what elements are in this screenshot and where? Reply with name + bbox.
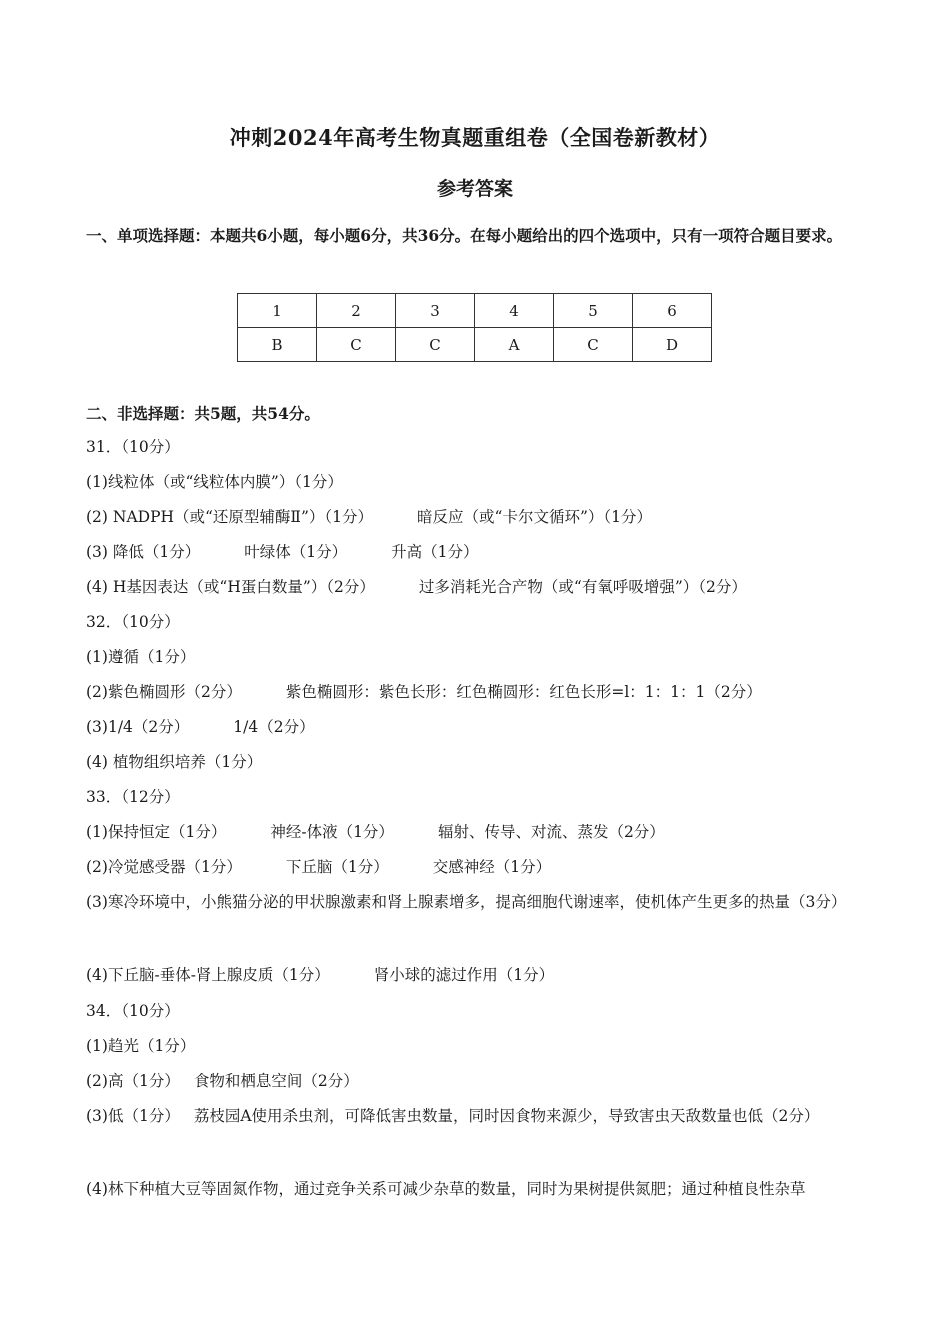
table-cell-number: 3 [396,294,475,328]
q31-answer-3c: 升高（1分） [391,543,479,561]
q32-answer-3b: 1/4（2分） [233,718,315,736]
q31-answer-3 [86,542,876,562]
q34-answer-1: (1)趋光（1分） [86,1037,196,1055]
page-subtitle: 参考答案 [436,178,513,200]
q33-heading: 33．（12分） [86,788,180,806]
table-cell-number: 1 [238,294,317,328]
q32-answer-4: (4) 植物组织培养（1分） [86,753,263,771]
q31-answer-4a: (4) H基因表达（或“H蛋白数量”）（2分） [86,578,375,596]
answer-table [237,293,712,362]
q32-answer-3 [86,717,876,737]
q33-answer-2a: (2)冷觉感受器（1分） [86,858,242,876]
q32-answer-2a: (2)紫色椭圆形（2分） [86,683,242,701]
table-cell-answer: D [633,328,712,362]
q34-answer-2b: 食物和栖息空间（2分） [193,1072,359,1090]
q33-answer-1b: 神经-体液（1分） [270,823,394,841]
q31-answer-2b: 暗反应（或“卡尔文循环”）（1分） [417,508,652,526]
q33-answer-2b: 下丘脑（1分） [285,858,389,876]
q31-answer-4b: 过多消耗光合产物（或“有氧呼吸增强”）（2分） [418,578,747,596]
q34-heading: 34．（10分） [86,1002,180,1020]
q31-answer-4 [86,577,876,597]
table-cell-answer: C [554,328,633,362]
q32-answer-2 [86,682,876,702]
q31-answer-1: (1)线粒体（或“线粒体内膜”）（1分） [86,473,343,491]
section2-heading: 二、非选择题：共5题，共54分。 [86,404,320,423]
q31-answer-2a: (2) NADPH（或“还原型辅酶Ⅱ”）（1分） [86,508,374,526]
q33-answer-4b: 肾小球的滤过作用（1分） [373,966,555,984]
q34-answer-3b: 荔枝园A使用杀虫剂，可降低害虫数量，同时因食物来源少，导致害虫天敌数量也低（2分） [193,1107,820,1125]
q33-answer-1c: 辐射、传导、对流、蒸发（2分） [437,823,665,841]
table-cell-number: 5 [554,294,633,328]
q33-answer-3: (3)寒冷环境中，小熊猫分泌的甲状腺激素和肾上腺素增多，提高细胞代谢速率，使机体产生更多的热量（3分） [86,893,847,911]
q33-answer-4a: (4)下丘脑-垂体-肾上腺皮质（1分） [86,966,330,984]
q34-answer-3 [86,1097,876,1135]
section1-heading: 一、单项选择题：本题共6小题，每小题6分，共36分。在每小题给出的四个选项中，只有一项符合题目要求。 [86,226,843,245]
q34-answer-2a: (2)高（1分） [86,1072,180,1090]
table-cell-answer: A [475,328,554,362]
table-cell-number: 6 [633,294,712,328]
q32-answer-1: (1)遵循（1分） [86,648,196,666]
q33-answer-2 [86,857,876,877]
table-cell-answer: B [238,328,317,362]
q31-answer-3b: 叶绿体（1分） [244,543,348,561]
q31-answer-3a: (3) 降低（1分） [86,543,201,561]
q32-answer-2b: 紫色椭圆形：紫色长形：红色椭圆形：红色长形=l：1：1：1（2分） [285,683,762,701]
table-cell-answer: C [317,328,396,362]
table-cell-number: 2 [317,294,396,328]
q32-answer-3a: (3)1/4（2分） [86,718,190,736]
q33-answer-2c: 交感神经（1分） [432,858,552,876]
table-cell-number: 4 [475,294,554,328]
page-title: 冲刺2024年高考生物真题重组卷（全国卷新教材） [229,125,721,150]
q34-answer-3a: (3)低（1分） [86,1107,180,1125]
table-row-numbers [238,294,712,328]
q32-heading: 32．（10分） [86,613,180,631]
q31-heading: 31．（10分） [86,438,180,456]
q33-answer-1 [86,822,876,842]
table-cell-answer: C [396,328,475,362]
q33-answer-1a: (1)保持恒定（1分） [86,823,227,841]
table-row-answers [238,328,712,362]
q31-answer-2 [86,507,876,527]
q34-answer-4: (4)林下种植大豆等固氮作物，通过竞争关系可减少杂草的数量，同时为果树提供氮肥；通过种植良性杂草 [86,1180,806,1198]
q34-answer-2 [86,1071,876,1091]
q33-answer-4 [86,965,876,985]
